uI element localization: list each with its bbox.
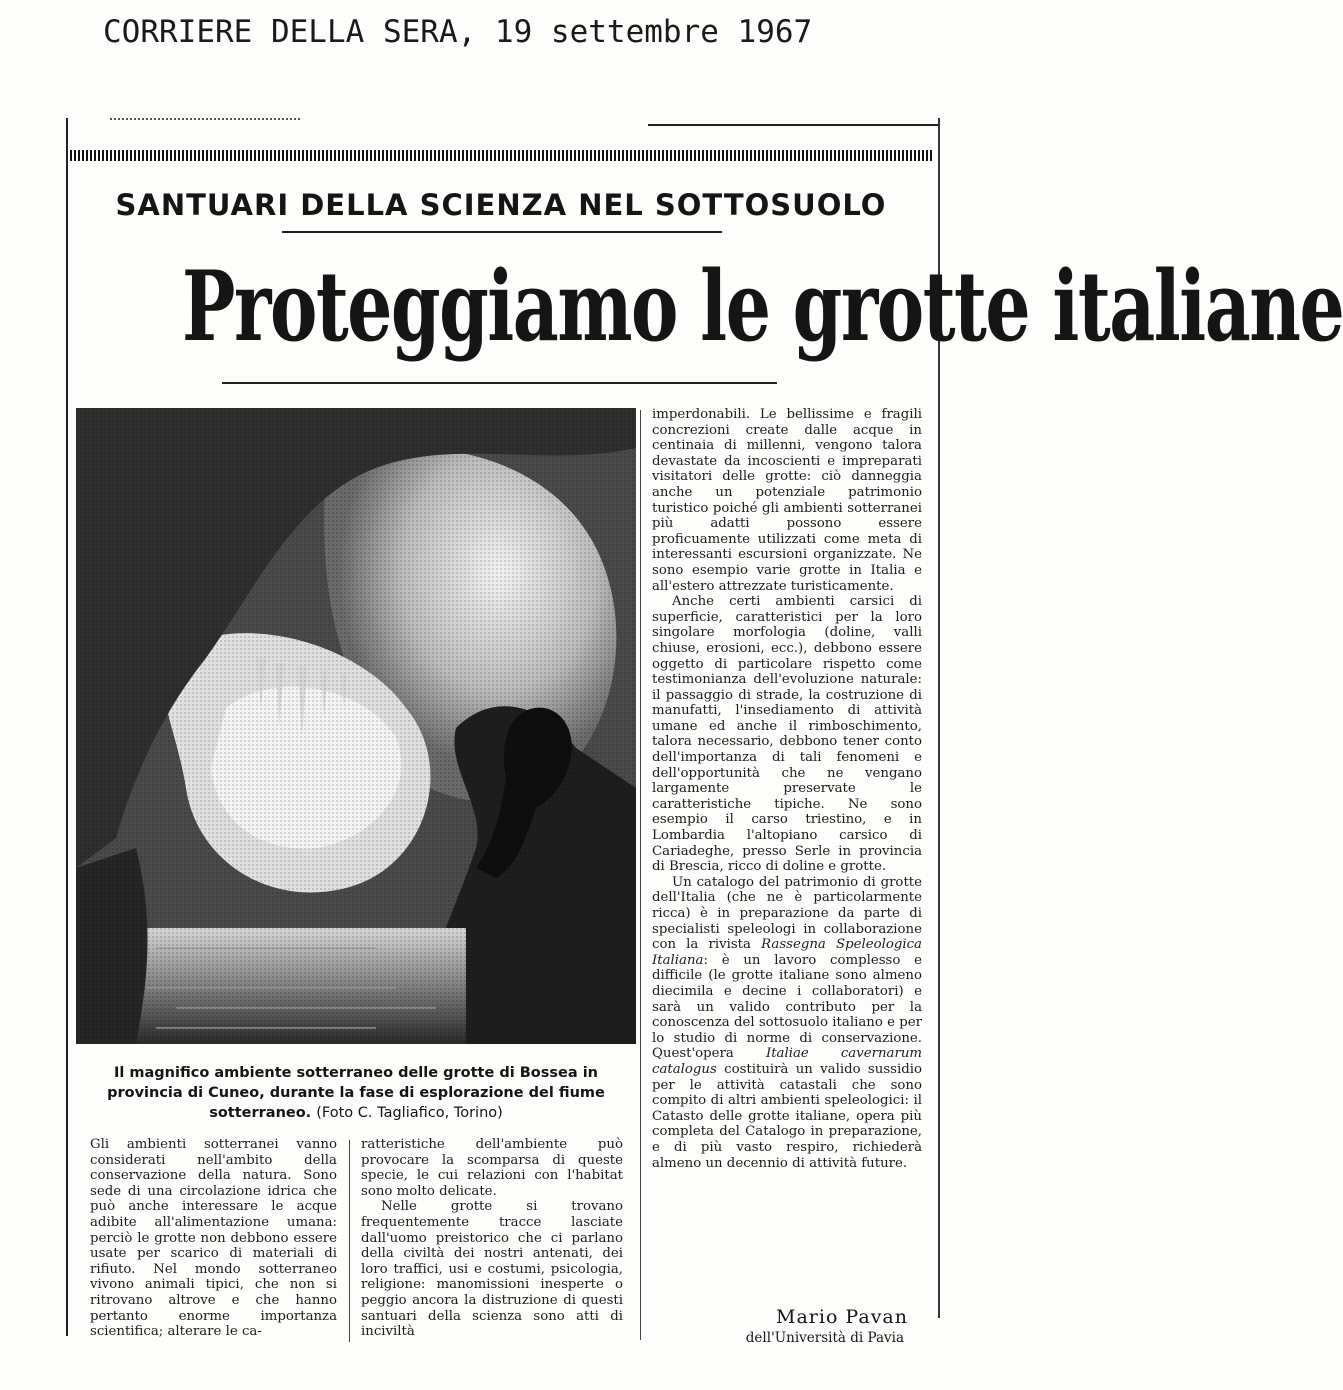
paragraph: Anche certi ambienti carsici di superficie, caratteristici per la loro singolare morfologia (doline, valli chiuse, erosioni, ecc.), debbono essere oggetto di particolare rispetto come testimonianza dell'evoluzione naturale: il passaggio di strade, la costruzione di manufatti, l'insediamento di attività umane ed anche il rimboschimento, talora necessario, debbono tener conto dell'importanza di tali fenomeni e dell'opportunità che ne vengano largamente preservate le caratteristiche tipiche. Ne sono esempio il carso triestino, e in Lombardia l'altopiano carsico di Cariadeghe, presso Serle in provincia di Brescia, ricco di doline e grotte. [652, 594, 922, 875]
cave-photograph [76, 408, 636, 1044]
column-divider [349, 1140, 350, 1342]
paragraph: imperdonabili. Le bellissime e fragili concrezioni create dalle acque in centinaia di millenni, vengono talora devastate da incoscienti e impreparati visitatori delle grotte: ciò danneggia anche un potenziale patrimonio turistico poiché gli ambienti sotterranei più adatti possono essere proficuamente utilizzati come meta di interessanti escursioni organizzate. Ne sono esempio varie grotte in Italia e all'estero attrezzate turisticamente. [652, 407, 922, 594]
photo-caption [84, 1063, 628, 1123]
print-smudge [110, 118, 300, 120]
author-signature: Mario Pavan [776, 1306, 908, 1328]
photo-credit: (Foto C. Tagliafico, Torino) [316, 1105, 503, 1121]
article-headline: Proteggiamo le grotte italiane [182, 250, 1343, 363]
headline-rule [222, 382, 777, 384]
paragraph-text: costituirà un valido sussidio per le attività catastali che sono compito di altri ambienti speleologici: il Catasto delle grotte italiane, opera più completa del Catalogo in preparazione, e di più vasto respiro, richiederà almeno un decennio di attività future. [652, 1061, 922, 1171]
catalog-title: Italiae cavernarum catalogus [652, 1046, 922, 1077]
article-column-1 [90, 1137, 337, 1340]
paragraph: ratteristiche dell'ambiente può provocare la scomparsa di queste specie, le cui relazioni con l'habitat sono molto delicate. [361, 1137, 623, 1199]
paragraph: Nelle grotte si trovano frequentemente tracce lasciate dall'uomo preistorico che ci parlano della civiltà dei nostri antenati, dei loro traffici, usi e costumi, psicologia, religione: manomissioni inesperte o peggio ancora la distruzione di questi santuari della scienza sono atti di inciviltà [361, 1199, 623, 1340]
top-rule [648, 124, 938, 126]
decorative-hatched-bar [70, 150, 932, 161]
paragraph-text: : è un lavoro complesso e difficile (le grotte italiane sono almeno diecimila e decine i collaboratori) e sarà un valido contributo per la conoscenza del sottosuolo italiano e per lo studio di norme di conservazione. Quest'opera [652, 952, 922, 1062]
article-kicker: SANTUARI DELLA SCIENZA NEL SOTTOSUOLO [115, 188, 887, 222]
column-divider [640, 410, 641, 1340]
kicker-rule [282, 231, 722, 233]
article-column-2 [361, 1137, 623, 1340]
paragraph: Gli ambienti sotterranei vanno considerati nell'ambito della conservazione della natura. Sono sede di una circolazione idrica che può anche interessare le acque adibite all'alimentazione umana: perciò le grotte non debbono essere usate per scarico di materiali di rifiuto. Nel mondo sotterraneo vivono animali tipici, che non si ritrovano altrove e che hanno pertanto enorme importanza scientifica; alterare le ca- [90, 1137, 337, 1340]
clipping-left-border [66, 118, 68, 1336]
newspaper-source-line: CORRIERE DELLA SERA, 19 settembre 1967 [103, 14, 813, 50]
caption-text: Il magnifico ambiente sotterraneo delle grotte di Bossea in provincia di Cuneo, durante la fase di esplorazione del fiume sotterraneo. [107, 1065, 605, 1121]
cave-photo-illustration [76, 408, 636, 1044]
paragraph-text: Un catalogo del patrimonio di grotte dell'Italia (che ne è particolarmente ricca) è in preparazione da parte di specialisti speleologi in collaborazione con la rivista [652, 874, 922, 953]
author-affiliation: dell'Università di Pavia [745, 1330, 904, 1346]
article-column-3 [652, 407, 922, 1171]
paragraph [652, 875, 922, 1171]
journal-title: Rassegna Speleologica Italiana [652, 937, 922, 968]
